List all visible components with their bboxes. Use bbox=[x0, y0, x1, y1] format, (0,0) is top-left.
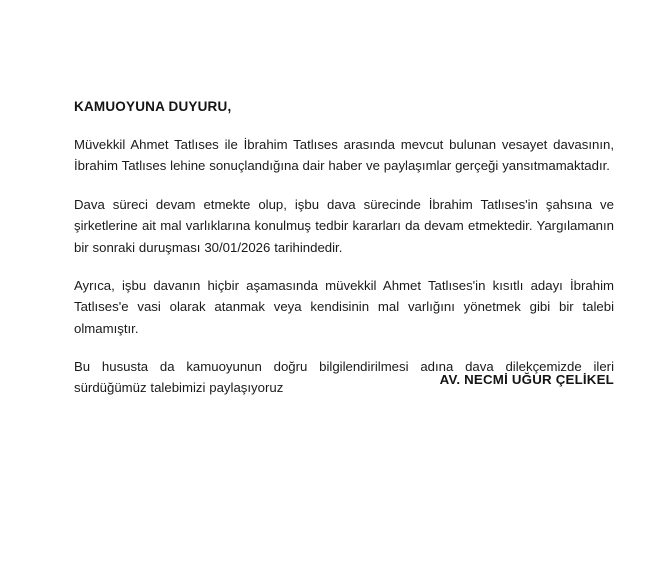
document-body bbox=[74, 99, 614, 399]
document-signature: AV. NECMİ UĞUR ÇELİKEL bbox=[439, 372, 614, 387]
document-paragraph: Dava süreci devam etmekte olup, işbu dava sürecinde İbrahim Tatlıses'in şahsına ve şirketlerine ait mal varlıklarına konulmuş tedbir kararları da devam etmektedir. Yargılamanın bir sonraki duruşması 30/01/2026 tarihindedir. bbox=[74, 196, 614, 255]
document-paragraph: Bu hususta da kamuoyunun doğru bilgilendirilmesi adına dava dilekçemizde ileri sürdüğümüz talebimizi paylaşıyoruz bbox=[74, 359, 614, 396]
document-paragraph: Müvekkil Ahmet Tatlıses ile İbrahim Tatlıses arasında mevcut bulunan vesayet davasının, İbrahim Tatlıses lehine sonuçlandığına dair haber ve paylaşımlar gerçeği yansıtmamaktadır. bbox=[74, 137, 614, 174]
document-heading: KAMUOYUNA DUYURU, bbox=[74, 99, 232, 114]
document-paragraph: Ayrıca, işbu davanın hiçbir aşamasında müvekkil Ahmet Tatlıses'in kısıtlı adayı İbrahim Tatlıses'e vasi olarak atanmak veya kendisinin mal varlığını yönetmek gibi bir talebi olmamıştır. bbox=[74, 277, 614, 336]
